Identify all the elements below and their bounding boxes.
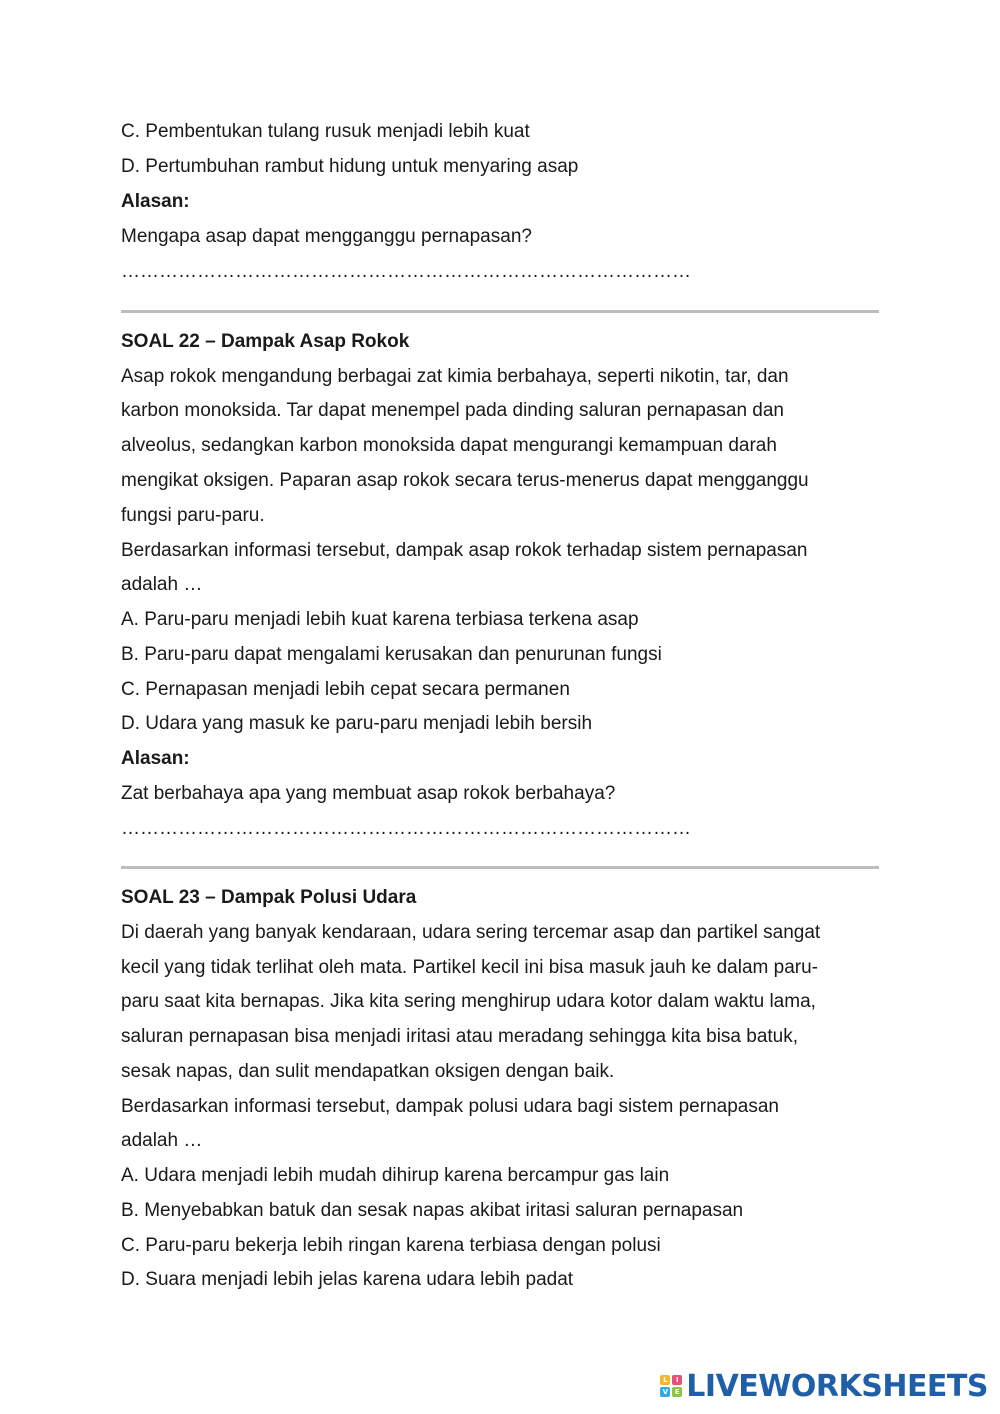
soal22-option-c[interactable]: C. Pernapasan menjadi lebih cepat secara permanen	[121, 679, 570, 700]
soal23-paragraph-line: Di daerah yang banyak kendaraan, udara sering tercemar asap dan partikel sangat	[121, 922, 821, 943]
section-divider	[121, 310, 879, 313]
logo-mark-letter: E	[672, 1387, 682, 1397]
soal23-question-line: Berdasarkan informasi tersebut, dampak polusi udara bagi sistem pernapasan	[121, 1096, 779, 1117]
soal23-option-b[interactable]: B. Menyebabkan batuk dan sesak napas akibat iritasi saluran pernapasan	[121, 1200, 744, 1221]
soal22-option-b[interactable]: B. Paru-paru dapat mengalami kerusakan dan penurunan fungsi	[121, 644, 662, 665]
soal23-paragraph-line: saluran pernapasan bisa menjadi iritasi atau meradang sehingga kita bisa batuk,	[121, 1026, 799, 1047]
soal23-option-d[interactable]: D. Suara menjadi lebih jelas karena udara lebih padat	[121, 1269, 574, 1290]
soal22-option-a[interactable]: A. Paru-paru menjadi lebih kuat karena terbiasa terkena asap	[121, 609, 639, 630]
section-divider	[121, 866, 879, 869]
option-c-previous: C. Pembentukan tulang rusuk menjadi lebih kuat	[121, 121, 530, 142]
soal23-option-a[interactable]: A. Udara menjadi lebih mudah dihirup karena bercampur gas lain	[121, 1165, 670, 1186]
soal23-title: SOAL 23 – Dampak Polusi Udara	[121, 887, 417, 908]
liveworksheets-logo-text: LIVEWORKSHEETS	[686, 1368, 988, 1404]
soal23-question-line: adalah …	[121, 1130, 203, 1151]
soal22-paragraph-line: fungsi paru-paru.	[121, 505, 265, 526]
soal23-paragraph-line: kecil yang tidak terlihat oleh mata. Partikel kecil ini bisa masuk jauh ke dalam paru-	[121, 957, 818, 978]
soal22-answer-field[interactable]: ………………………………………………………………………………	[121, 818, 691, 839]
soal22-paragraph-line: alveolus, sedangkan karbon monoksida dapat mengurangi kemampuan darah	[121, 435, 777, 456]
soal22-reason-question: Zat berbahaya apa yang membuat asap rokok berbahaya?	[121, 783, 616, 804]
liveworksheets-logo-icon	[660, 1375, 682, 1397]
soal22-paragraph-line: karbon monoksida. Tar dapat menempel pada dinding saluran pernapasan dan	[121, 400, 784, 421]
soal22-paragraph-line: Asap rokok mengandung berbagai zat kimia berbahaya, seperti nikotin, tar, dan	[121, 366, 789, 387]
soal22-question-line: Berdasarkan informasi tersebut, dampak asap rokok terhadap sistem pernapasan	[121, 540, 808, 561]
soal23-option-c[interactable]: C. Paru-paru bekerja lebih ringan karena terbiasa dengan polusi	[121, 1235, 661, 1256]
logo-mark-letter: V	[660, 1387, 670, 1397]
soal22-paragraph-line: mengikat oksigen. Paparan asap rokok secara terus-menerus dapat mengganggu	[121, 470, 809, 491]
option-d-previous: D. Pertumbuhan rambut hidung untuk menyaring asap	[121, 156, 579, 177]
soal22-reason-label: Alasan:	[121, 748, 190, 769]
soal23-paragraph-line: paru saat kita bernapas. Jika kita sering menghirup udara kotor dalam waktu lama,	[121, 991, 816, 1012]
soal22-question-line: adalah …	[121, 574, 203, 595]
answer-field-previous[interactable]: ………………………………………………………………………………	[121, 261, 691, 282]
reason-question-previous: Mengapa asap dapat mengganggu pernapasan?	[121, 226, 532, 247]
logo-mark-letter: L	[660, 1375, 670, 1385]
soal22-title: SOAL 22 – Dampak Asap Rokok	[121, 331, 410, 352]
logo-mark-letter: I	[672, 1375, 682, 1385]
soal23-paragraph-line: sesak napas, dan sulit mendapatkan oksigen dengan baik.	[121, 1061, 615, 1082]
reason-label-previous: Alasan:	[121, 191, 190, 212]
liveworksheets-logo	[660, 1370, 988, 1402]
soal22-option-d[interactable]: D. Udara yang masuk ke paru-paru menjadi lebih bersih	[121, 713, 593, 734]
